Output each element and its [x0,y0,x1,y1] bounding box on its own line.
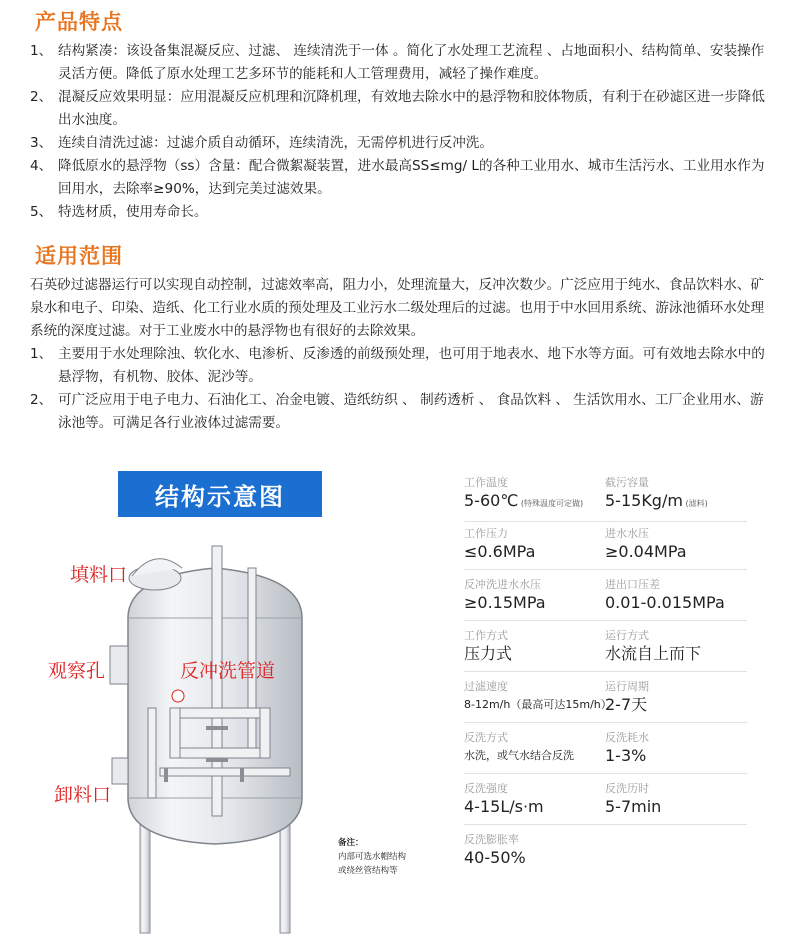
spec-label: 反冲洗进水水压 [464,578,541,591]
spec-value-text: 0.01-0.015MPa [605,593,725,612]
spec-value [464,745,614,767]
spec-value-text: 压力式 [464,644,513,663]
spec-label: 过滤速度 [464,680,508,693]
label-fill-port: 填料口 [70,564,128,586]
spec-value-text: ≥0.04MPa [605,542,687,561]
spec-value-note: (特殊温度可定做) [518,499,584,508]
spec-item [605,680,755,723]
spec-divider [605,515,747,522]
spec-value-text: ≥0.15MPa [464,593,546,612]
spec-value-text: 5-15Kg/m [605,491,683,510]
spec-value-text: 5-60℃ [464,491,519,510]
spec-label: 反洗耗水 [605,731,649,744]
spec-item [605,527,755,570]
spec-label: 反洗历时 [605,782,649,795]
spec-label: 反洗方式 [464,731,508,744]
spec-item [464,629,614,672]
spec-label: 运行周期 [605,680,649,693]
list-item: 1、 主要用于水处理除浊、软化水、电渗析、反渗透的前级预处理，也可用于地表水、地下水等方面。可有效地去除水中的悬浮物，有机物、胶体、泥沙等。 [30,346,765,385]
list-item: 3、 连续自清洗过滤：过滤介质自动循环，连续清洗，无需停机进行反冲洗。 [30,135,493,151]
spec-value [605,745,755,767]
spec-item [464,833,614,869]
section-title-features: 产品特点 [35,10,123,34]
spec-value [605,592,755,614]
list-item: 5、 特选材质，使用寿命长。 [30,204,208,220]
spec-value-text: 1-3% [605,746,647,765]
spec-divider [464,614,606,621]
list-item: 4、 降低原水的悬浮物（ss）含量：配合微絮凝装置，进水最高SS≤mg/ L的各种工业用水、城市生活污水、工业用水作为回用水，去除率≥90%，达到完美过滤效果。 [30,158,765,197]
spec-divider [605,665,747,672]
diagram-note: 备注： 内部可选水帽结构 或绕丝管结构等 [338,838,407,876]
spec-label: 反洗强度 [464,782,508,795]
list-item: 2、 可广泛应用于电子电力、石油化工、冶金电镀、造纸纺织 、 制药透析 、 食品饮料 、 生活饮用水、工厂企业用水、游泳池等。可满足各行业液体过滤需要。 [30,392,764,431]
spec-value [605,643,755,665]
spec-value [464,541,614,563]
spec-value-text: 水流自上而下 [605,644,702,663]
spec-item [605,782,755,825]
label-backwash-pipe: 反冲洗管道 [180,660,276,682]
spec-label: 进出口压差 [605,578,660,591]
spec-divider [464,563,606,570]
spec-divider [464,818,606,825]
list-item: 2、 混凝反应效果明显：应用混凝反应机理和沉降机理，有效地去除水中的悬浮物和胶体物质，有利于在砂滤区进一步降低出水浊度。 [30,89,765,128]
spec-label: 工作压力 [464,527,508,540]
spec-divider [464,716,606,723]
spec-label: 反洗膨胀率 [464,833,519,846]
spec-divider [605,767,747,774]
diagram-banner: 结构示意图 [118,471,322,517]
section-title-scope: 适用范围 [35,244,123,268]
list-item: 1、 结构紧凑：该设备集混凝反应、过滤、 连续清洗于一体 。简化了水处理工艺流程 、占地面积小、结构简单、安装操作灵活方便。降低了原水处理工艺多环节的能耗和人工管理费用，减轻了操作难度。 [30,43,765,82]
spec-value-text: 8-12m/h（最高可达15m/h） [464,698,612,711]
spec-item [464,476,614,522]
spec-divider [464,515,606,522]
spec-value [464,490,614,515]
spec-divider [464,665,606,672]
spec-label: 截污容量 [605,476,649,489]
spec-divider [605,614,747,621]
label-sight-hole: 观察孔 [48,660,106,682]
spec-item [464,527,614,570]
spec-divider [605,563,747,570]
spec-value [605,541,755,563]
spec-value-text: 40-50% [464,848,526,867]
spec-item [464,782,614,825]
spec-value [605,796,755,818]
spec-value [464,592,614,614]
spec-value-text: 4-15L/s·m [464,797,544,816]
spec-item [464,731,614,774]
features-list [30,40,768,224]
spec-value [464,796,614,818]
spec-item [605,476,755,522]
structure-diagram [40,468,450,935]
spec-value-text: 2-7天 [605,695,648,714]
spec-value-note: (滤料) [682,499,708,508]
spec-divider [605,818,747,825]
spec-label: 运行方式 [605,629,649,642]
spec-value [464,643,614,665]
spec-item [605,731,755,774]
spec-divider [605,716,747,723]
spec-value [464,847,614,869]
spec-item [464,578,614,621]
spec-value [605,490,755,515]
spec-label: 进水水压 [605,527,649,540]
spec-value-text: ≤0.6MPa [464,542,536,561]
spec-item [605,578,755,621]
spec-label: 工作温度 [464,476,508,489]
label-discharge-port: 卸料口 [54,784,112,806]
spec-item [605,629,755,672]
spec-value-text: 水洗，或气水结合反洗 [464,749,574,762]
spec-value [464,694,614,716]
scope-list [30,274,768,435]
spec-divider [464,767,606,774]
spec-item [464,680,614,723]
spec-value [605,694,755,716]
scope-intro: 石英砂过滤器运行可以实现自动控制，过滤效率高，阻力小，处理流量大，反冲次数少。广泛应用于纯水、食品饮料水、矿泉水和电子、印染、造纸、化工行业水质的预处理及工业污水二级处理后的过滤。也用于中水回用系统、游泳池循环水处理系统的深度过滤。对于工业废水中的悬浮物也有很好的去除效果。 [30,277,765,339]
spec-label: 工作方式 [464,629,508,642]
spec-value-text: 5-7min [605,797,662,816]
